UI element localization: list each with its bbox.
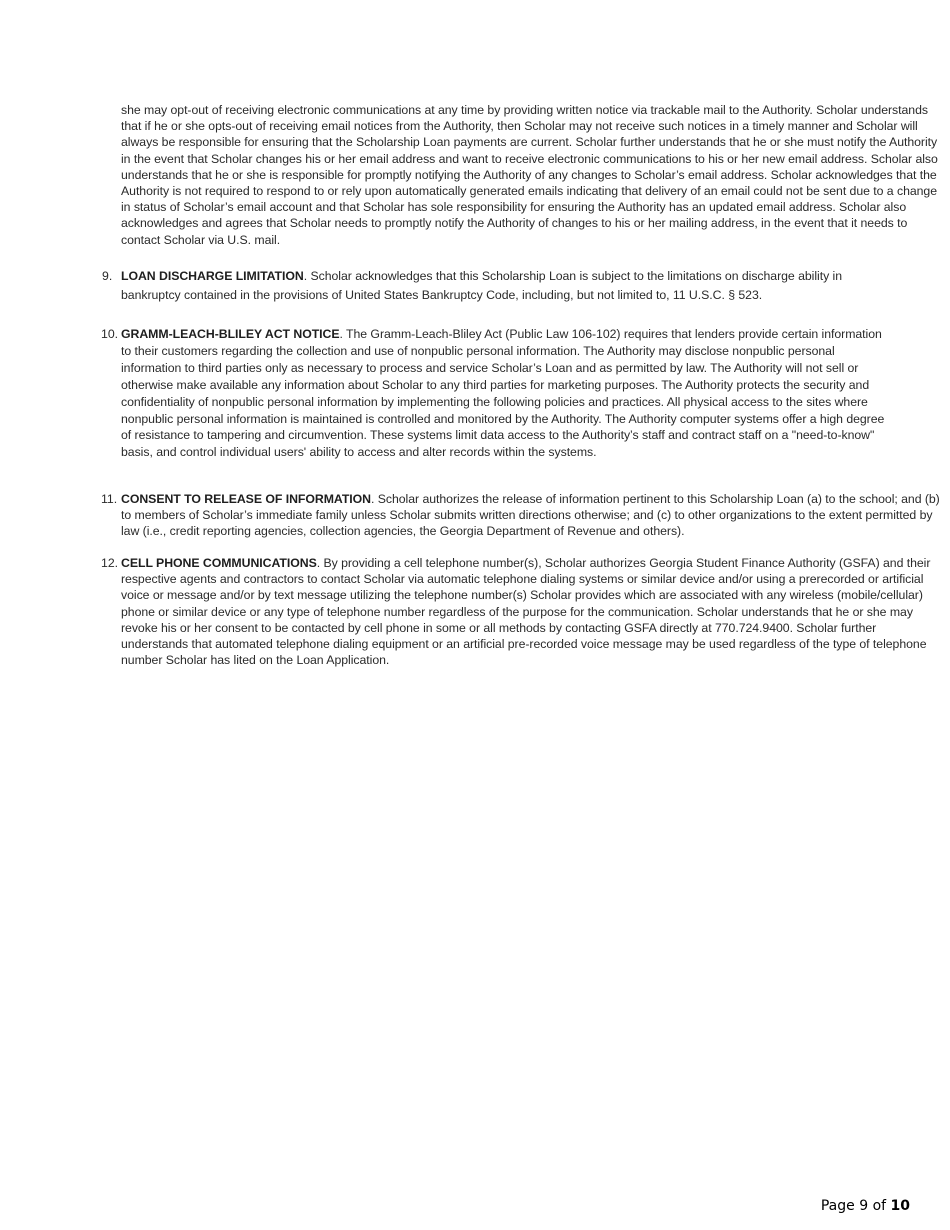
section-text: . Scholar acknowledges that this Scholarship Loan is subject to the limitations on discharge ability in bankruptcy contained in the provisions of United States Bankruptcy Code, including, but not limited to, 11 U.S.C. § 523. [121, 269, 843, 302]
section-body [121, 326, 891, 461]
current-page-number: 9 [859, 1198, 869, 1214]
section-number: 12. [101, 556, 119, 570]
section-number: 11. [101, 492, 118, 506]
section-body [121, 555, 941, 668]
section-heading: GRAMM-LEACH-BLILEY ACT NOTICE [121, 327, 340, 341]
section-heading: CONSENT TO RELEASE OF INFORMATION [121, 492, 371, 506]
total-pages-number: 10 [890, 1198, 910, 1214]
page-number-footer [821, 1198, 910, 1214]
section-body [121, 491, 941, 540]
section-body [121, 267, 881, 304]
page-label: Page [820, 1198, 855, 1214]
section-text: . The Gramm-Leach-Bliley Act (Public Law 106-102) requires that lenders provide certain information to their customers regarding the collection and use of nonpublic personal information. The Authority may disclose nonpublic personal information to third parties only as necessary to process and service Scholar’s Loan and as permitted by law. The Authority will not sell or otherwise make available any information about Scholar to any third parties for marketing purposes. The Authority protects the security and confidentiality of nonpublic personal information by implementing the following policies and practices. All physical access to the sites where nonpublic personal information is maintained is controlled and monitored by the Authority. The Authority computer systems offer a high degree of resistance to tampering and circumvention. These systems limit data access to the Authority’s staff and contract staff on a "need-to-know" basis, and control individual users' ability to access and alter records within the systems. [121, 327, 885, 460]
section-text: . Scholar authorizes the release of information pertinent to this Scholarship Loan (a) to the school; and (b) to members of Scholar’s immediate family unless Scholar submits written directions otherwise; and (c) to other organizations to the extent permitted by law (i.e., credit reporting agencies, collection agencies, the Georgia Department of Revenue and others). [121, 492, 940, 539]
intro-paragraph: she may opt-out of receiving electronic communications at any time by providing written notice via trackable mail to the Authority. Scholar understands that if he or she opts-out of receiving email notices from the Authority, then Scholar may not receive such notices in a timely manner and Scholar will always be responsible for ensuring that the Scholarship Loan payments are current. Scholar further understands that he or she must notify the Authority in the event that Scholar changes his or her email address and want to receive electronic communications to his or her new email address. Scholar also understands that he or she is responsible for promptly notifying the Authority of any changes to Scholar’s email address. Scholar acknowledges that the Authority is not required to respond to or rely upon automatically generated emails indicating that delivery of an email could not be sent due to a change in status of Scholar’s email account and that Scholar has sole responsibility for ensuring the Authority has an updated email address. Scholar also acknowledges and agrees that Scholar needs to promptly notify the Authority of changes to his or her mailing address, in the event that it needs to contact Scholar via U.S. mail. [121, 103, 938, 247]
of-label: of [872, 1198, 887, 1214]
section-number: 10. [101, 327, 119, 341]
section-text: . By providing a cell telephone number(s), Scholar authorizes Georgia Student Finance Authority (GSFA) and their respective agents and contractors to contact Scholar via automatic telephone dialing systems or similar device and/or using a prerecorded or artificial voice or message and/or by text message utilizing the telephone number(s) Scholar provides which are associated with any wireless (mobile/cellular) phone or similar device or any type of telephone number regardless of the purpose for the communication. Scholar understands that he or she may revoke his or her consent to be contacted by cell phone in some or all methods by contacting GSFA directly at 770.724.9400. Scholar further understands that automated telephone dialing equipment or an artificial pre-recorded voice message may be used regardless of the type of telephone number Scholar has lited on the Loan Application. [121, 556, 931, 668]
section-heading: LOAN DISCHARGE LIMITATION [121, 269, 304, 283]
section-number: 9. [102, 269, 113, 283]
section-heading: CELL PHONE COMMUNICATIONS [121, 556, 317, 570]
